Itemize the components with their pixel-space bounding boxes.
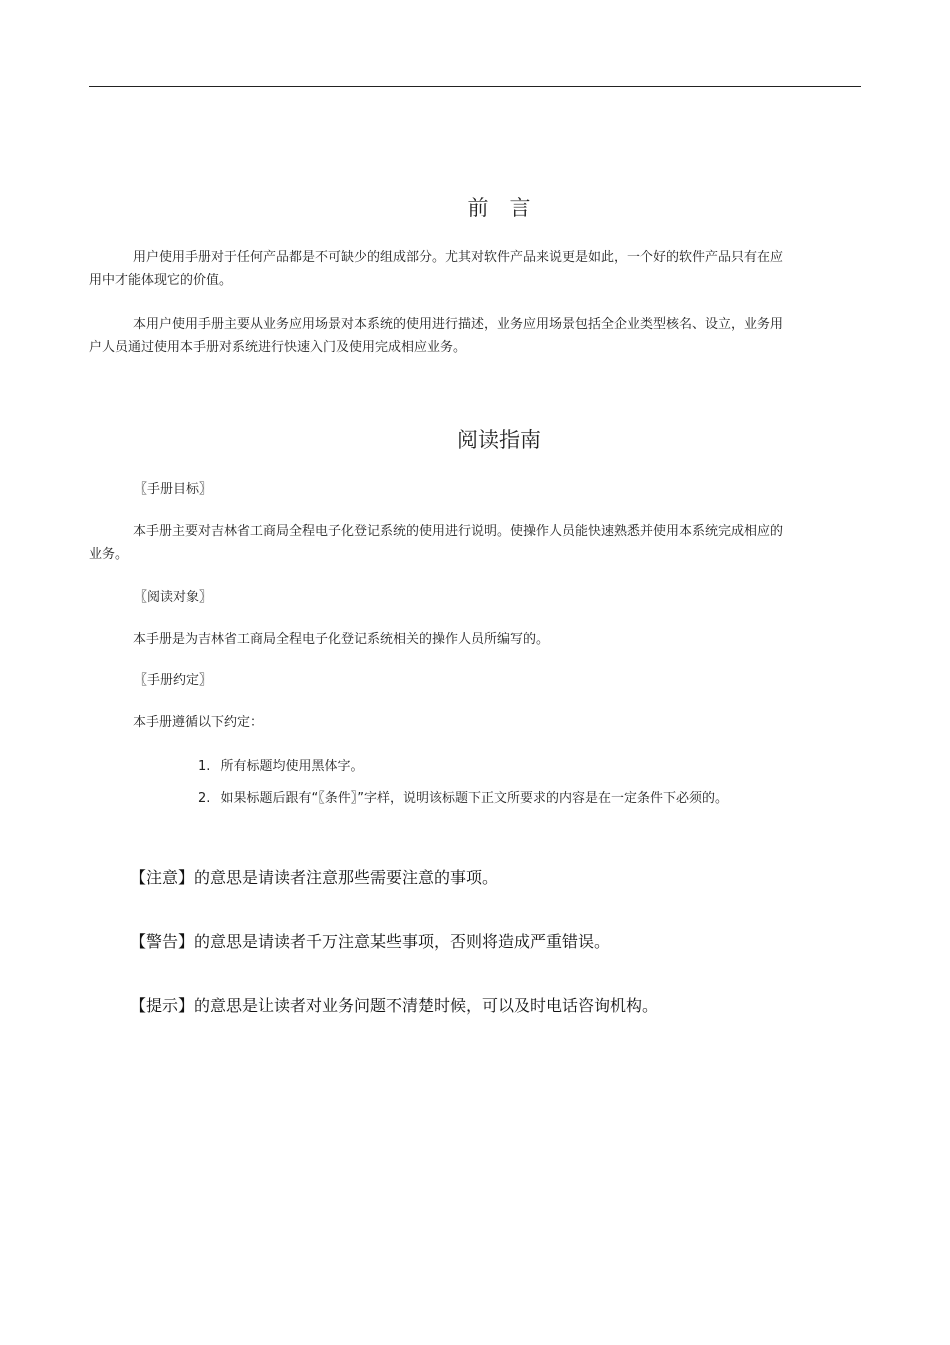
guide-title: 阅读指南 <box>457 428 541 452</box>
convention-item-number: 1. <box>198 759 211 774</box>
convention-item-2 <box>155 787 805 810</box>
preface-title: 前 言 <box>467 196 531 220</box>
convention-item-text: 如果标题后跟有“〖条件〗”字样，说明该标题下正文所要求的内容是在一定条件下必须的。 <box>220 791 729 806</box>
preface-paragraph-2: 本用户使用手册主要从业务应用场景对本系统的使用进行描述，业务应用场景包括全企业类型核名、设立，业务用户人员通过使用本手册对系统进行快速入门及使用完成相应业务。 <box>89 317 784 355</box>
goal-paragraph: 本手册主要对吉林省工商局全程电子化登记系统的使用进行说明。使操作人员能快速熟悉并使用本系统完成相应的业务。 <box>89 524 784 562</box>
audience-label: 〖阅读对象〗 <box>134 590 213 605</box>
convention-item-number: 2. <box>198 791 211 806</box>
preface-paragraph-1: 用户使用手册对于任何产品都是不可缺少的组成部分。尤其对软件产品来说更是如此，一个好的软件产品只有在应用中才能体现它的价值。 <box>89 250 784 288</box>
convention-item-1 <box>155 755 805 778</box>
convention-item-text: 所有标题均使用黑体字。 <box>220 759 364 774</box>
note-tip: 【提示】的意思是让读者对业务问题不清楚时候，可以及时电话咨询机构。 <box>130 996 659 1015</box>
convention-intro: 本手册遵循以下约定： <box>133 715 264 730</box>
goal-label: 〖手册目标〗 <box>134 482 213 497</box>
header-rule <box>89 86 861 87</box>
note-warning: 【警告】的意思是请读者千万注意某些事项，否则将造成严重错误。 <box>130 932 611 951</box>
note-attention: 【注意】的意思是请读者注意那些需要注意的事项。 <box>130 868 499 887</box>
convention-label: 〖手册约定〗 <box>134 673 213 688</box>
audience-paragraph: 本手册是为吉林省工商局全程电子化登记系统相关的操作人员所编写的。 <box>133 632 550 647</box>
